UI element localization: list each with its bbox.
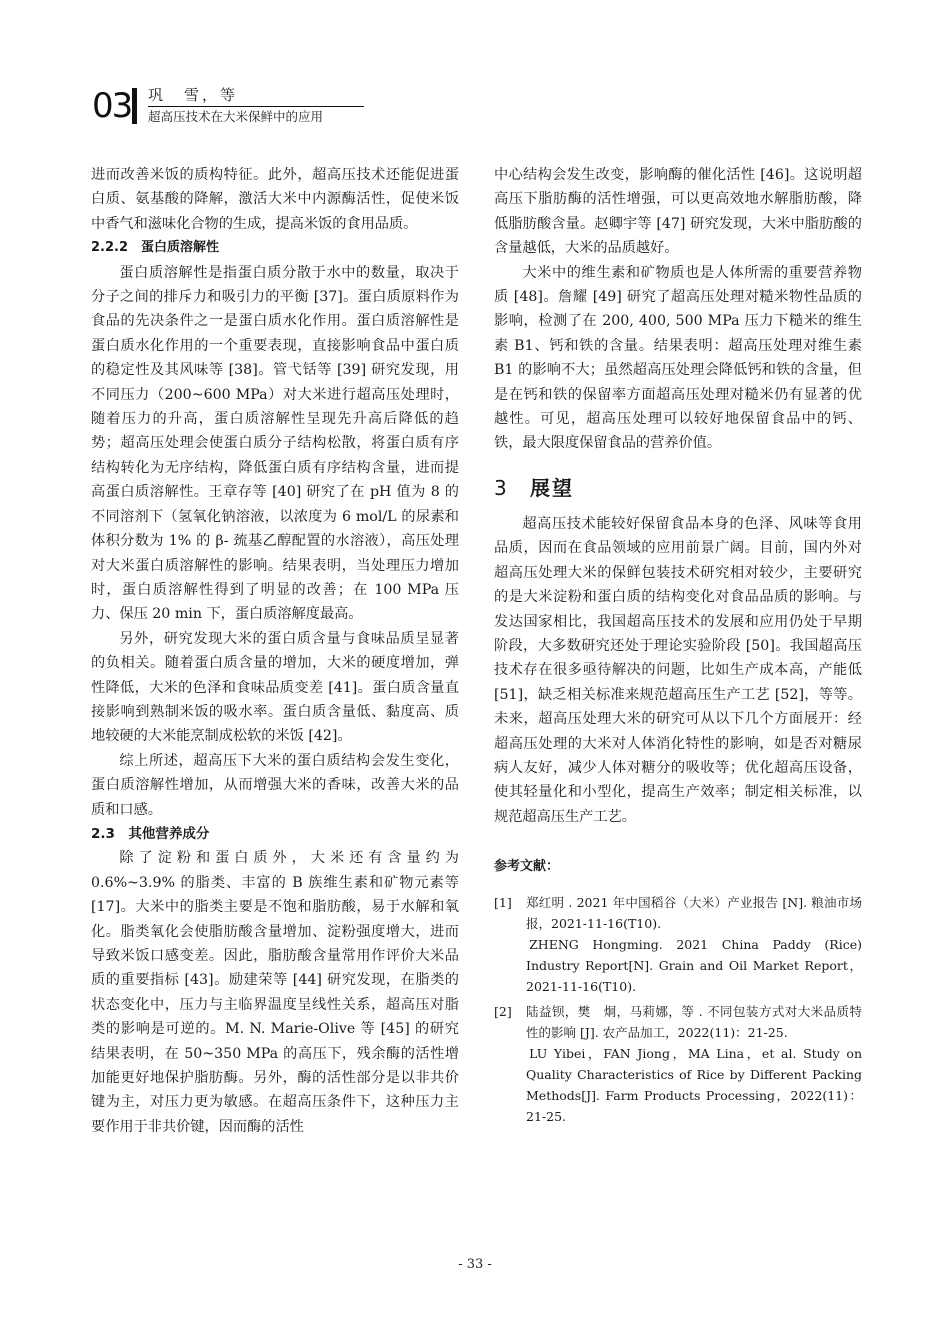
- section-heading-number: 3: [494, 475, 509, 500]
- section-number: 03: [92, 86, 132, 126]
- header-bar: [132, 88, 137, 124]
- section-heading-2-3: 2.3 其他营养成分: [91, 825, 210, 842]
- subsection-heading-2-2-2: 2.2.2 蛋白质溶解性: [91, 240, 220, 256]
- reference-cn: 陆益钡，樊 炯，马莉娜，等 . 不同包装方式对大米品质特性的影响 [J]. 农产品加工，2022(11)：21-25.: [526, 1004, 862, 1041]
- running-header: [92, 84, 382, 128]
- paragraph: 超高压技术能较好保留食品本身的色泽、风味等食用品质，因而在食品领域的应用前景广阔。目前，国内外对超高压处理大米的保鲜包装技术研究相对较少，主要研究的是大米淀粉和蛋白质的结构变化对食品品质的影响。与发达国家相比，我国超高压技术的发展和应用仍处于早期阶段，大多数研究还处于理论实验阶段 [50]。我国超高压技术存在很多亟待解决的问题，比如生产成本高，产能低 [51]，缺乏相关标准来规范超高压生产工艺 [52]，等等。未来，超高压处理大米的研究可从以下几个方面展开：经超高压处理的大米对人体消化特性的影响，如是否对糖尿病人友好，减少人体对糖分的吸收等；优化超高压设备，使其轻量化和小型化，提高生产效率；制定相关标准，以规范超高压生产工艺。: [494, 515, 862, 825]
- paragraph: 大米中的维生素和矿物质也是人体所需的重要营养物质 [48]。詹耀 [49] 研究了超高压处理对糙米物性品质的影响，检测了在 200, 400, 500 MPa 压力下糙米的维生素 B1、钙和铁的含量。结果表明：超高压处理对维生素 B1 的影响不大；虽然超高压处理会降低钙和铁的含量，但是在钙和铁的保留率方面超高压处理对糙米仍有显著的优越性。可见，超高压处理可以较好地保留食品中的钙、铁，最大限度保留食品的营养价值。: [494, 264, 862, 452]
- reference-en: LU Yibei，FAN Jiong，MA Lina，et al. Study on Quality Characteristics of Rice by Different Packing Methods[J]. Farm Products Processing，2022(11)：21-25.: [526, 1046, 862, 1125]
- reference-item: [494, 1001, 862, 1127]
- reference-item: [494, 892, 862, 997]
- references-title: 参考文献：: [494, 859, 560, 875]
- paragraph: 中心结构会发生改变，影响酶的催化活性 [46]。这说明超高压下脂肪酶的活性增强，可以更高效地水解脂肪酸，降低脂肪酸含量。赵卿宇等 [47] 研究发现，大米中脂肪酸的含量越低，大米的品质越好。: [494, 167, 862, 257]
- header-subtitle: 超高压技术在大米保鲜中的应用: [148, 109, 324, 124]
- right-column: [494, 163, 862, 1131]
- reference-en: ZHENG Hongming. 2021 China Paddy (Rice) Industry Report[N]. Grain and Oil Market Report，2021-11-16(T10).: [526, 937, 862, 995]
- header-authors: 巩 雪，等: [148, 86, 239, 104]
- paragraph: 除了淀粉和蛋白质外，大米还有含量约为 0.6%~3.9% 的脂类、丰富的 B 族维生素和矿物元素等 [17]。大米中的脂类主要是不饱和脂肪酸，易于水解和氧化。脂类氧化会使脂肪酸含量增加、淀粉强度增大，进而导致米饭口感变差。因此，脂肪酸含量常用作评价大米品质的重要指标 [43]。励建荣等 [44] 研究发现，在脂类的状态变化中，压力与主临界温度呈线性关系，超高压对脂类的影响是可逆的。M. N. Marie-Olive 等 [45] 的研究结果表明，在 50~350 MPa 的高压下，残余酶的活性增加能更好地保护脂肪酶。另外，酶的活性部分是以非共价键为主，对压力更为敏感。在超高压条件下，这种压力主要作用于非共价键，因而酶的活性: [91, 850, 459, 1135]
- paragraph: 蛋白质溶解性是指蛋白质分散于水中的数量，取决于分子之间的排斥力和吸引力的平衡 [37]。蛋白质原料作为食品的先决条件之一是蛋白质水化作用。蛋白质溶解性是蛋白质水化作用的一个重要表现，直接影响食品中蛋白质的稳定性及其风味等 [38]。管弋铦等 [39] 研究发现，用不同压力（200~600 MPa）对大米进行超高压处理时，随着压力的升高，蛋白质溶解性呈现先升高后降低的趋势；超高压处理会使蛋白质分子结构松散，将蛋白质有序结构转化为无序结构，降低蛋白质有序结构含量，进而提高蛋白质溶解性。王章存等 [40] 研究了在 pH 值为 8 的不同溶剂下（氢氧化钠溶液，以浓度为 6 mol/L 的尿素和体积分数为 1% 的 β- 巯基乙醇配置的水溶液），高压处理对大米蛋白质溶解性的影响。结果表明，当处理压力增加时，蛋白质溶解性得到了明显的改善；在 100 MPa 压力、保压 20 min 下，蛋白质溶解度最高。: [91, 264, 459, 623]
- page-number: - 33 -: [458, 1257, 492, 1272]
- header-rule: [148, 106, 364, 107]
- reference-cn: 郑红明 . 2021 年中国稻谷（大米）产业报告 [N]. 粮油市场报，2021-11-16(T10).: [526, 895, 862, 932]
- paragraph: 另外，研究发现大米的蛋白质含量与食味品质呈显著的负相关。随着蛋白质含量的增加，大米的硬度增加，弹性降低，大米的色泽和食味品质变差 [41]。蛋白质含量直接影响到熟制米饭的吸水率。蛋白质含量低、黏度高、质地较硬的大米能烹制成松软的米饭 [42]。: [91, 630, 459, 745]
- section-heading-title: 展望: [530, 475, 574, 500]
- reference-number: [1]: [494, 895, 512, 911]
- reference-number: [2]: [494, 1004, 512, 1020]
- paragraph: 进而改善米饭的质构特征。此外，超高压技术还能促进蛋白质、氨基酸的降解，激活大米中内源酶活性，促使米饭中香气和滋味化合物的生成，提高米饭的食用品质。: [91, 167, 459, 232]
- left-column: [91, 163, 459, 1139]
- section-heading-3: [494, 476, 862, 500]
- paragraph: 综上所述，超高压下大米的蛋白质结构会发生变化，蛋白质溶解性增加，从而增强大米的香味，改善大米的品质和口感。: [91, 752, 459, 818]
